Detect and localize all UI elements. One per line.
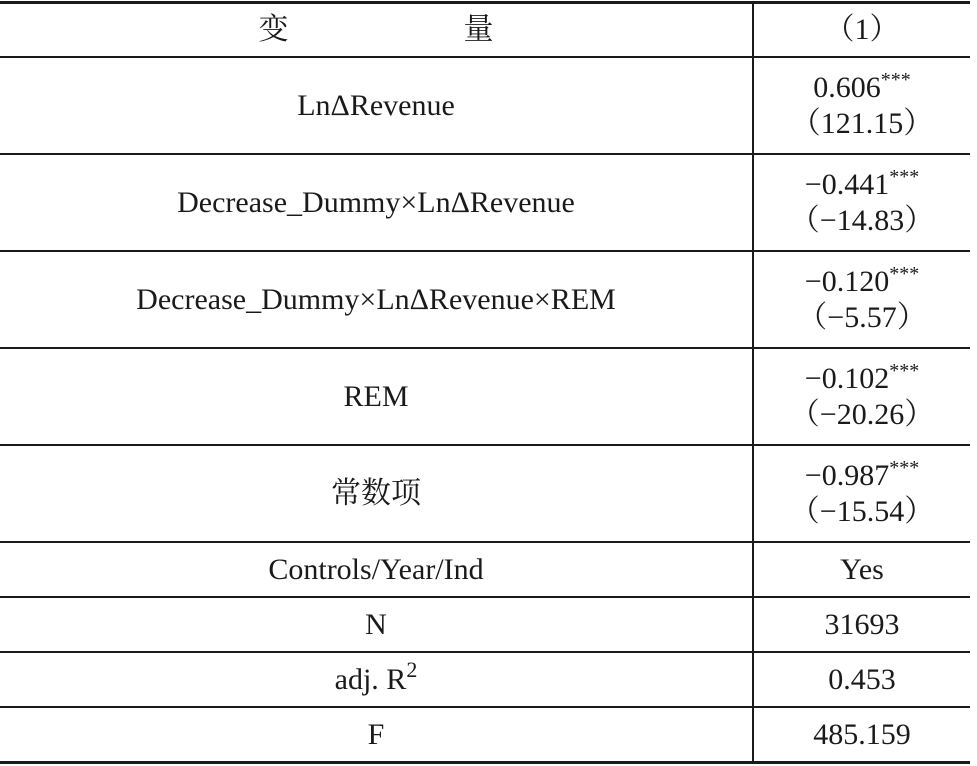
coefficient-cell <box>753 251 970 348</box>
header-row <box>0 3 970 58</box>
table-row <box>0 445 970 542</box>
stat-row <box>0 707 970 763</box>
t-statistic: （121.15） <box>790 106 934 140</box>
significance-stars: *** <box>889 359 920 382</box>
coefficient-cell <box>753 154 970 251</box>
coefficient-value: −0.987 <box>804 458 890 492</box>
coefficient-cell <box>753 348 970 445</box>
adj-r-squared-label: adj. R <box>334 662 407 696</box>
stat-label: F <box>0 707 753 763</box>
variable-name: 常数项 <box>0 445 753 542</box>
significance-stars: *** <box>889 165 920 188</box>
table-row <box>0 57 970 154</box>
header-variable-char-1: 变 <box>258 13 289 46</box>
stat-row <box>0 542 970 597</box>
header-variable-cell <box>0 3 753 58</box>
header-variable-label <box>259 12 494 48</box>
stat-label: N <box>0 597 753 652</box>
stat-value: 0.453 <box>753 652 970 707</box>
variable-name: REM <box>0 348 753 445</box>
significance-stars: *** <box>889 456 920 479</box>
stat-value: 31693 <box>753 597 970 652</box>
stat-value: 485.159 <box>753 707 970 763</box>
variable-name: Decrease_Dummy×LnΔRevenue×REM <box>0 251 753 348</box>
stat-label: Controls/Year/Ind <box>0 542 753 597</box>
header-variable-char-2: 量 <box>463 13 494 46</box>
coefficient-value: −0.102 <box>804 361 890 395</box>
coefficient-value: −0.441 <box>804 167 890 201</box>
t-statistic: （−14.83） <box>789 203 935 237</box>
header-model-cell: （1） <box>753 3 970 58</box>
significance-stars: *** <box>880 68 911 91</box>
coefficient-cell <box>753 445 970 542</box>
regression-table <box>0 1 970 764</box>
significance-stars: *** <box>889 262 920 285</box>
variable-name: Decrease_Dummy×LnΔRevenue <box>0 154 753 251</box>
stat-row <box>0 652 970 707</box>
coefficient-value: 0.606 <box>813 70 881 104</box>
t-statistic: （−20.26） <box>789 397 935 431</box>
coefficient-cell <box>753 57 970 154</box>
table-row <box>0 251 970 348</box>
stat-value: Yes <box>753 542 970 597</box>
variable-name: LnΔRevenue <box>0 57 753 154</box>
table-row <box>0 348 970 445</box>
t-statistic: （−15.54） <box>789 494 935 528</box>
coefficient-value: −0.120 <box>804 264 890 298</box>
t-statistic: （−5.57） <box>797 300 927 334</box>
table-row <box>0 154 970 251</box>
stat-label <box>0 652 753 707</box>
r-squared-superscript: 2 <box>406 656 418 682</box>
stat-row <box>0 597 970 652</box>
